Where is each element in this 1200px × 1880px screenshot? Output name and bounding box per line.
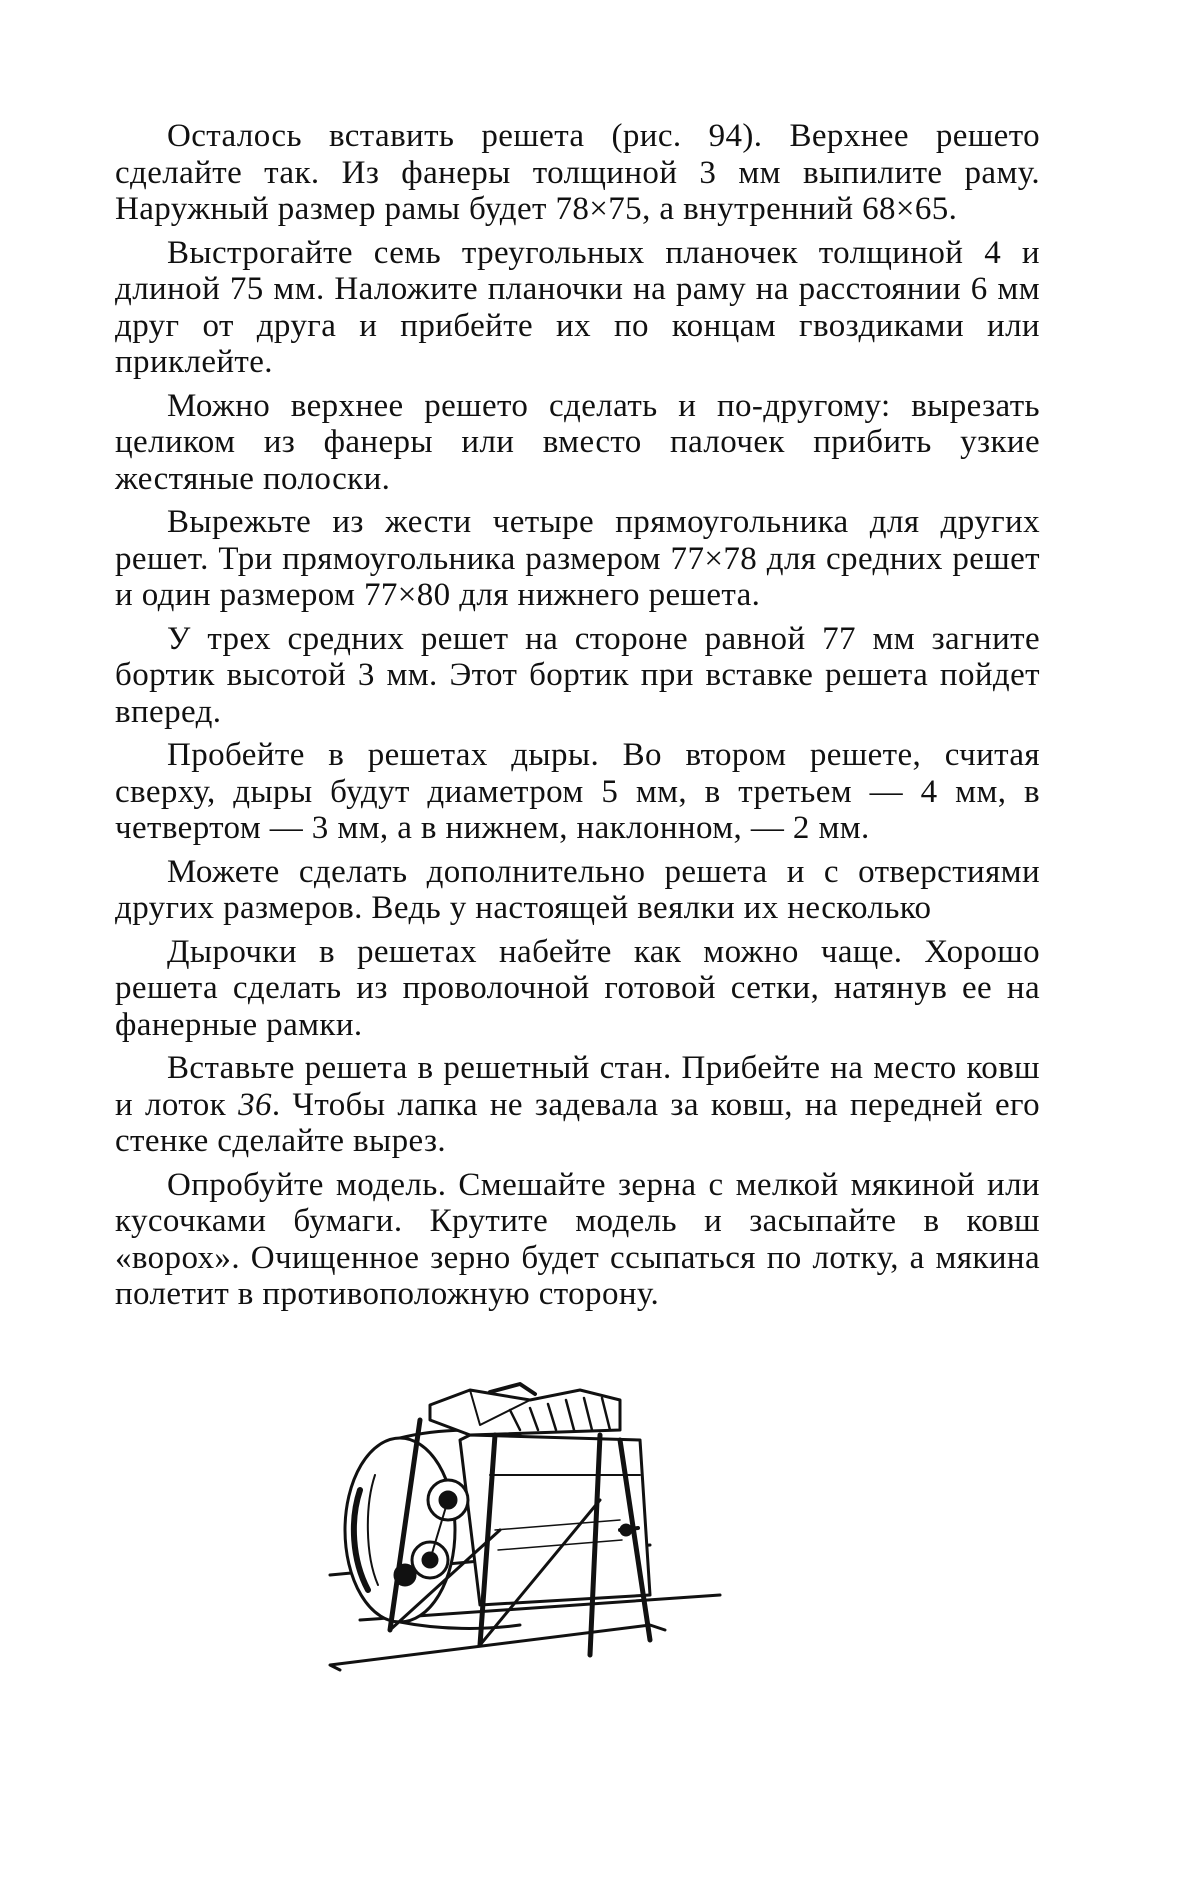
winnowing-machine-illustration <box>320 1380 890 1690</box>
paragraph-2: Выстрогайте семь треугольных планочек толщиной 4 и длиной 75 мм. Наложите планочки на раму на расстоянии 6 мм друг от друга и прибейте их по концам гвоздиками или приклейте. <box>115 234 1040 380</box>
paragraph-5: У трех средних решет на стороне равной 77 мм загните бортик высотой 3 мм. Этот бортик при вставке решета пойдет вперед. <box>115 620 1040 730</box>
paragraph-10: Опробуйте модель. Смешайте зерна с мелкой мякиной или кусочками бумаги. Крутите модель и засыпайте в ковш «ворох». Очищенное зерно будет ссыпаться по лотку, а мякина полетит в противоположную сторону. <box>115 1166 1040 1312</box>
paragraph-8: Дырочки в решетах набейте как можно чаще. Хорошо решета сделать из проволочной готовой сетки, натянув ее на фанерные рамки. <box>115 933 1040 1043</box>
base-rail-front <box>330 1625 665 1670</box>
paragraph-1: Осталось вставить решета (рис. 94). Верхнее решето сделайте так. Из фанеры толщиной 3 мм выпилите раму. Наружный размер рамы будет 78×75, а внутренний 68×65. <box>115 118 1040 227</box>
paragraph-3: Можно верхнее решето сделать и по-другому: вырезать целиком из фанеры или вместо палочек прибить узкие жестяные полоски. <box>115 387 1040 497</box>
hopper-lid <box>490 1384 535 1394</box>
body-text <box>115 118 1040 1320</box>
paragraph-9-start: Вставьте решета в решетный стан. Прибейте на место ковш и лоток <box>115 1050 1040 1123</box>
paragraph-9 <box>115 1050 1040 1160</box>
drum-bottom-edge <box>400 1622 520 1628</box>
winnowing-machine-drawing <box>320 1380 890 1690</box>
paragraph-7: Можете сделать дополнительно решета и с отверстиями других размеров. Ведь у настоящей веялки их несколько <box>115 853 1040 926</box>
paragraph-9-end: . Чтобы лапка не задевала за ковш, на передней его стенке сделайте вырез. <box>115 1086 1041 1159</box>
paragraph-9-italic-number: 36 <box>238 1086 272 1123</box>
paragraph-4: Вырежьте из жести четыре прямоугольника для других решет. Три прямоугольника размером 77×78 для средних решет и один размером 77×80 для нижнего решета. <box>115 504 1040 613</box>
paragraph-6: Пробейте в решетах дыры. Во втором решете, считая сверху, дыры будут диаметром 5 мм, в третьем — 4 мм, в четвертом — 3 мм, а в нижнем, наклонном, — 2 мм. <box>115 737 1040 846</box>
gear-hub <box>395 1565 415 1585</box>
